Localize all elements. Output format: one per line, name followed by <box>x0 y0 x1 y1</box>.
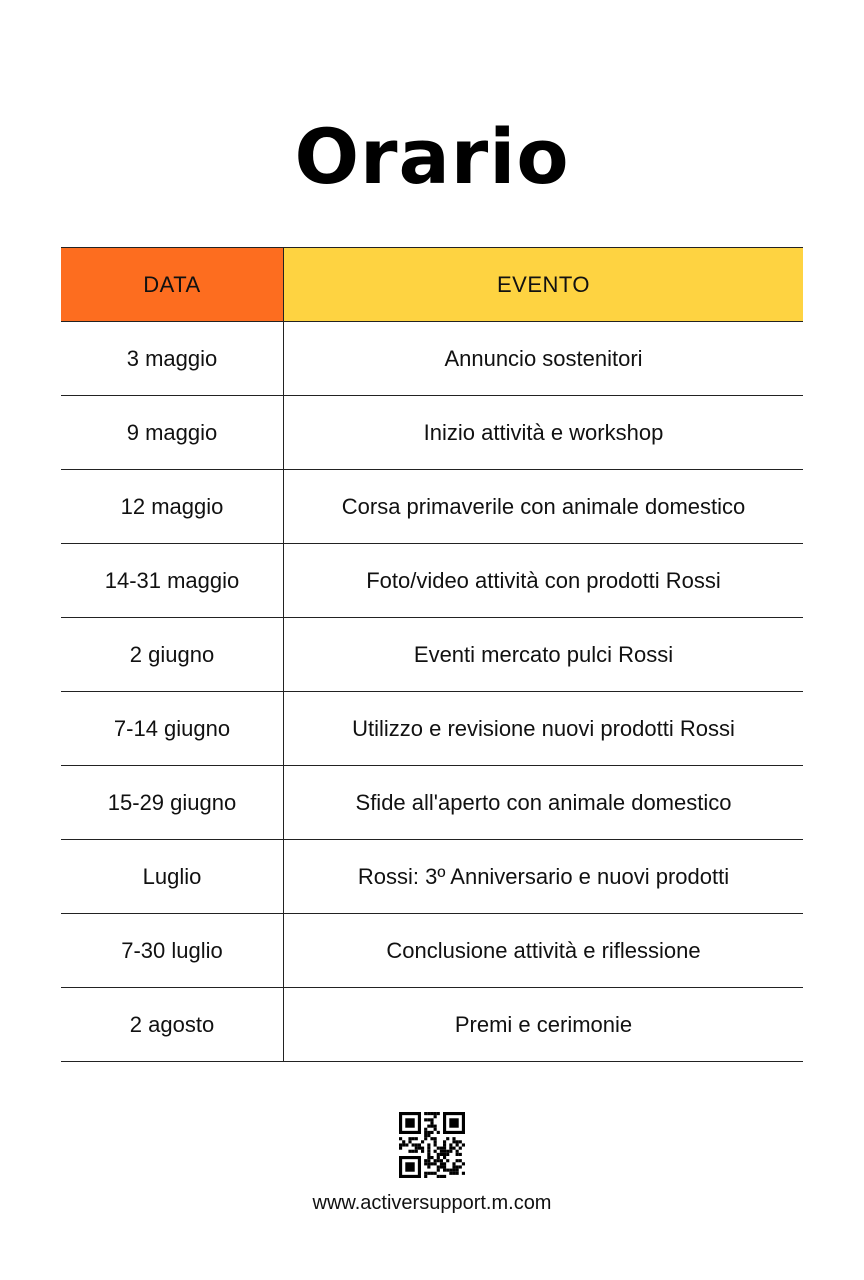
qr-module <box>449 1150 452 1153</box>
qr-module <box>443 1156 446 1159</box>
qr-module <box>437 1147 440 1150</box>
qr-module <box>456 1172 459 1175</box>
qr-module <box>459 1147 462 1150</box>
qr-module <box>459 1140 462 1143</box>
qr-module <box>434 1128 437 1131</box>
table-row <box>61 618 803 692</box>
qr-module <box>427 1156 430 1159</box>
qr-module <box>449 1169 452 1172</box>
table-row <box>61 766 803 840</box>
date-cell: 14-31 maggio <box>61 544 284 618</box>
qr-module <box>430 1131 433 1134</box>
qr-module <box>434 1125 437 1128</box>
event-cell: Conclusione attività e riflessione <box>284 914 804 988</box>
qr-module <box>421 1147 424 1150</box>
qr-module <box>412 1150 415 1153</box>
table-row <box>61 914 803 988</box>
header-data: DATA <box>61 248 284 322</box>
qr-module <box>402 1143 405 1146</box>
qr-module <box>452 1137 455 1140</box>
qr-module <box>430 1112 433 1115</box>
qr-module <box>437 1112 440 1115</box>
qr-module <box>456 1150 459 1153</box>
qr-module <box>434 1112 437 1115</box>
qr-module <box>415 1150 418 1153</box>
qr-module <box>399 1143 402 1146</box>
date-cell: 2 giugno <box>61 618 284 692</box>
qr-module <box>424 1128 427 1131</box>
qr-module <box>427 1112 430 1115</box>
qr-module <box>402 1140 405 1143</box>
qr-module <box>449 1143 452 1146</box>
qr-module <box>437 1165 440 1168</box>
qr-module <box>452 1147 455 1150</box>
qr-module <box>462 1143 465 1146</box>
qr-module <box>443 1165 446 1168</box>
qr-module <box>440 1150 443 1153</box>
qr-module <box>427 1143 430 1146</box>
qr-module <box>408 1137 411 1140</box>
table-row <box>61 470 803 544</box>
qr-module <box>456 1140 459 1143</box>
qr-module <box>424 1131 427 1134</box>
qr-module <box>443 1175 446 1178</box>
event-cell: Foto/video attività con prodotti Rossi <box>284 544 804 618</box>
qr-module <box>412 1143 415 1146</box>
qr-module <box>434 1162 437 1165</box>
qr-module <box>421 1150 424 1153</box>
qr-module <box>408 1140 411 1143</box>
qr-module <box>427 1134 430 1137</box>
table-row <box>61 840 803 914</box>
qr-module <box>418 1143 421 1146</box>
date-cell: 2 agosto <box>61 988 284 1062</box>
qr-module <box>459 1153 462 1156</box>
table-row <box>61 322 803 396</box>
qr-module <box>424 1118 427 1121</box>
qr-module <box>427 1172 430 1175</box>
qr-code-icon <box>399 1112 465 1178</box>
table-row <box>61 396 803 470</box>
qr-module <box>399 1137 402 1140</box>
qr-module <box>434 1140 437 1143</box>
qr-module <box>452 1172 455 1175</box>
qr-module <box>434 1143 437 1146</box>
qr-module <box>427 1125 430 1128</box>
qr-module <box>424 1159 427 1162</box>
qr-module <box>434 1172 437 1175</box>
event-cell: Utilizzo e revisione nuovi prodotti Rossi <box>284 692 804 766</box>
qr-module <box>443 1162 446 1165</box>
qr-module <box>430 1156 433 1159</box>
qr-module <box>408 1150 411 1153</box>
qr-module <box>405 1118 414 1127</box>
event-cell: Inizio attività e workshop <box>284 396 804 470</box>
qr-module <box>434 1115 437 1118</box>
qr-module <box>415 1147 418 1150</box>
qr-module <box>452 1169 455 1172</box>
qr-module <box>427 1153 430 1156</box>
event-cell: Eventi mercato pulci Rossi <box>284 618 804 692</box>
table-row <box>61 692 803 766</box>
qr-module <box>456 1169 459 1172</box>
qr-module <box>440 1153 443 1156</box>
qr-module <box>449 1147 452 1150</box>
qr-module <box>437 1175 440 1178</box>
qr-module <box>430 1121 433 1124</box>
table-row <box>61 988 803 1062</box>
date-cell: 12 maggio <box>61 470 284 544</box>
qr-module <box>443 1143 446 1146</box>
qr-module <box>424 1134 427 1137</box>
qr-module <box>415 1137 418 1140</box>
qr-module <box>437 1159 440 1162</box>
qr-module <box>437 1131 440 1134</box>
qr-module <box>462 1172 465 1175</box>
schedule-table <box>61 247 803 1062</box>
qr-module <box>399 1147 402 1150</box>
qr-module <box>452 1140 455 1143</box>
date-cell: 15-29 giugno <box>61 766 284 840</box>
date-cell: 3 maggio <box>61 322 284 396</box>
qr-module <box>443 1140 446 1143</box>
qr-module <box>434 1150 437 1153</box>
event-cell: Annuncio sostenitori <box>284 322 804 396</box>
qr-module <box>452 1165 455 1168</box>
qr-module <box>430 1118 433 1121</box>
event-cell: Rossi: 3º Anniversario e nuovi prodotti <box>284 840 804 914</box>
qr-module <box>456 1143 459 1146</box>
qr-module <box>443 1153 446 1156</box>
qr-module <box>446 1150 449 1153</box>
table-row <box>61 544 803 618</box>
date-cell: Luglio <box>61 840 284 914</box>
event-cell: Corsa primaverile con animale domestico <box>284 470 804 544</box>
event-cell: Sfide all'aperto con animale domestico <box>284 766 804 840</box>
qr-module <box>421 1140 424 1143</box>
qr-module <box>424 1137 427 1140</box>
qr-module <box>430 1162 433 1165</box>
qr-module <box>430 1172 433 1175</box>
qr-module <box>456 1153 459 1156</box>
website-url: www.activersupport.m.com <box>312 1192 552 1214</box>
header-evento: EVENTO <box>284 248 804 322</box>
qr-module <box>443 1169 446 1172</box>
qr-module <box>424 1172 427 1175</box>
table-header-row <box>61 248 803 322</box>
qr-module <box>427 1131 430 1134</box>
qr-module <box>446 1137 449 1140</box>
qr-module <box>424 1175 427 1178</box>
qr-module <box>415 1143 418 1146</box>
qr-module <box>446 1169 449 1172</box>
qr-module <box>452 1162 455 1165</box>
qr-module <box>427 1150 430 1153</box>
qr-module <box>427 1147 430 1150</box>
qr-module <box>437 1153 440 1156</box>
qr-module <box>459 1165 462 1168</box>
date-cell: 7-14 giugno <box>61 692 284 766</box>
qr-module <box>434 1159 437 1162</box>
qr-module <box>437 1156 440 1159</box>
qr-module <box>427 1165 430 1168</box>
qr-module <box>440 1165 443 1168</box>
date-cell: 9 maggio <box>61 396 284 470</box>
qr-module <box>449 1118 458 1127</box>
qr-module <box>449 1172 452 1175</box>
qr-module <box>427 1162 430 1165</box>
qr-module <box>446 1159 449 1162</box>
qr-module <box>456 1159 459 1162</box>
qr-module <box>430 1125 433 1128</box>
date-cell: 7-30 luglio <box>61 914 284 988</box>
qr-module <box>405 1162 414 1171</box>
qr-module <box>440 1162 443 1165</box>
qr-module <box>430 1137 433 1140</box>
qr-module <box>440 1159 443 1162</box>
qr-module <box>459 1159 462 1162</box>
qr-module <box>427 1118 430 1121</box>
qr-module <box>405 1143 408 1146</box>
qr-module <box>456 1165 459 1168</box>
event-cell: Premi e cerimonie <box>284 988 804 1062</box>
qr-module <box>440 1175 443 1178</box>
qr-module <box>446 1153 449 1156</box>
qr-module <box>440 1147 443 1150</box>
qr-module <box>424 1162 427 1165</box>
qr-module <box>462 1162 465 1165</box>
qr-module <box>424 1112 427 1115</box>
qr-module <box>427 1159 430 1162</box>
qr-module <box>437 1169 440 1172</box>
qr-module <box>434 1137 437 1140</box>
qr-module <box>412 1137 415 1140</box>
page-title: Orario <box>294 112 570 201</box>
qr-module <box>443 1150 446 1153</box>
qr-module <box>443 1147 446 1150</box>
qr-module <box>418 1147 421 1150</box>
